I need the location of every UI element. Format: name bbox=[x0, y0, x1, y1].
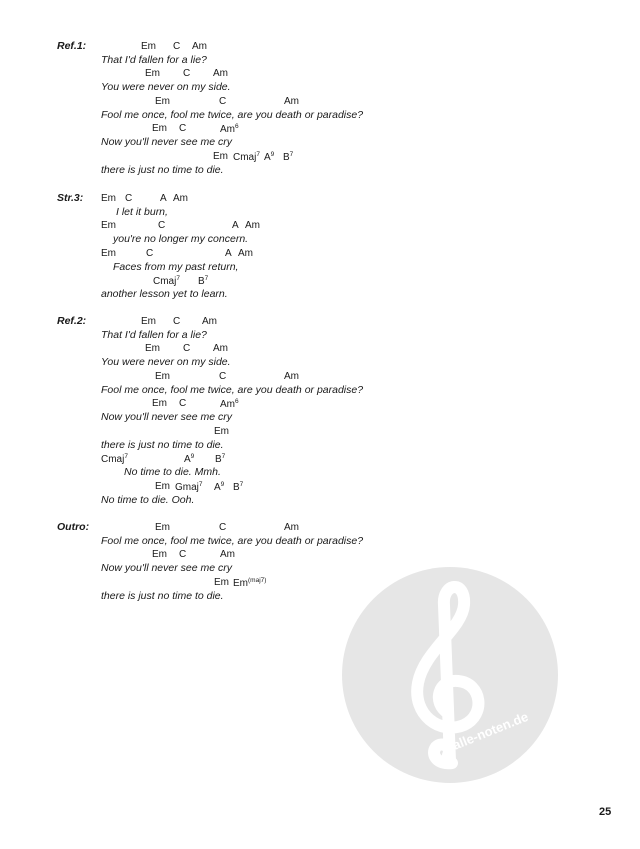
chord bbox=[155, 371, 170, 382]
lyric-line: No time to die. Mmh. bbox=[124, 466, 221, 478]
chord bbox=[160, 193, 167, 204]
chord-name: Am bbox=[173, 192, 188, 204]
chord-extension: 7 bbox=[289, 150, 294, 158]
chord-name: C bbox=[183, 68, 191, 79]
chord-name: B bbox=[283, 151, 290, 163]
chord-name: Em bbox=[101, 247, 116, 259]
lyric-line: Now you'll never see me cry bbox=[101, 411, 232, 423]
chord bbox=[155, 522, 170, 533]
chord-name: A bbox=[232, 220, 239, 231]
chord bbox=[179, 123, 186, 134]
chord-extension: 7 bbox=[204, 275, 209, 282]
chord bbox=[225, 248, 232, 259]
chord bbox=[155, 481, 170, 492]
chord-name: B bbox=[198, 276, 205, 287]
watermark-text: alle-noten.de bbox=[450, 708, 531, 753]
chord-name: Am bbox=[192, 40, 207, 52]
chord-extension: 7 bbox=[176, 275, 180, 282]
chord bbox=[283, 151, 293, 163]
watermark bbox=[340, 565, 560, 785]
chord-name: Am bbox=[213, 68, 228, 79]
chord-extension: 9 bbox=[270, 150, 275, 158]
chord bbox=[184, 453, 194, 465]
chord-name: Am bbox=[220, 549, 235, 560]
chord-name: Em bbox=[101, 220, 116, 231]
chord-name: A bbox=[184, 454, 191, 465]
chord-name: C bbox=[158, 220, 166, 231]
lyric-line: Faces from my past return, bbox=[113, 260, 239, 273]
chord bbox=[101, 248, 116, 259]
chord-name: Em bbox=[155, 480, 170, 492]
chord-name: C bbox=[219, 521, 227, 533]
chord bbox=[232, 220, 239, 231]
chord bbox=[101, 193, 116, 204]
chord-name: C bbox=[125, 192, 133, 204]
chord-name: C bbox=[179, 123, 187, 134]
lyric-line: That I'd fallen for a lie? bbox=[101, 328, 207, 341]
chord bbox=[183, 68, 190, 79]
chord-name: Am bbox=[238, 247, 253, 259]
chord bbox=[284, 96, 299, 107]
chord-extension: (maj7) bbox=[248, 576, 267, 584]
chord-name: Em bbox=[141, 315, 156, 327]
page-number: 25 bbox=[599, 806, 612, 818]
chord bbox=[219, 96, 226, 107]
chord-name: Em bbox=[152, 398, 167, 409]
lyric-line: there is just no time to die. bbox=[101, 589, 224, 602]
chord-name: C bbox=[173, 315, 181, 327]
chord bbox=[192, 41, 207, 52]
chord bbox=[284, 371, 299, 382]
chord bbox=[198, 275, 208, 287]
chord bbox=[284, 522, 299, 533]
chord bbox=[214, 481, 224, 493]
chord-extension: 9 bbox=[190, 453, 195, 460]
chord-extension: 7 bbox=[256, 150, 260, 158]
chord bbox=[214, 426, 229, 437]
chord bbox=[145, 343, 160, 354]
section-label: Ref.2: bbox=[57, 315, 87, 327]
chord-name: Am bbox=[284, 521, 299, 533]
lyric-line: you're no longer my concern. bbox=[113, 233, 249, 245]
chord-name: Em bbox=[155, 521, 170, 533]
chord-name: Em bbox=[145, 343, 160, 354]
chord bbox=[141, 41, 156, 52]
chord bbox=[101, 220, 116, 231]
chord bbox=[101, 453, 128, 465]
chord-name: A bbox=[160, 192, 167, 204]
chord-extension: 6 bbox=[235, 398, 239, 405]
lyric-line: You were never on my side. bbox=[101, 81, 231, 93]
chord bbox=[125, 193, 132, 204]
section-label: Str.3: bbox=[57, 192, 84, 204]
chord bbox=[202, 316, 217, 327]
chord-name: Em bbox=[155, 370, 170, 382]
chord-name: A bbox=[264, 151, 271, 163]
chord-name: Em bbox=[233, 577, 248, 589]
chord-name: Am bbox=[220, 124, 235, 135]
chord bbox=[220, 398, 239, 410]
chord-extension: 9 bbox=[220, 480, 225, 488]
chord bbox=[233, 481, 243, 493]
chord-name: Em bbox=[101, 192, 116, 204]
lyric-line: there is just no time to die. bbox=[101, 163, 224, 176]
chord-name: Am bbox=[245, 220, 260, 231]
chord-name: Cmaj bbox=[101, 454, 125, 465]
chord bbox=[179, 398, 186, 409]
chord-name: B bbox=[215, 454, 222, 465]
lyric-line: You were never on my side. bbox=[101, 356, 231, 368]
chord bbox=[145, 68, 160, 79]
chord-name: Cmaj bbox=[153, 276, 177, 287]
chord-name: Am bbox=[202, 315, 217, 327]
chord-name: Em bbox=[152, 123, 167, 134]
chord-name: Em bbox=[213, 150, 228, 162]
chord-name: Em bbox=[214, 576, 229, 588]
chord-extension: 6 bbox=[235, 123, 239, 130]
chord bbox=[155, 96, 170, 107]
chord-extension: 7 bbox=[221, 453, 226, 460]
chord bbox=[175, 481, 203, 493]
lyric-line: another lesson yet to learn. bbox=[101, 288, 228, 300]
chord bbox=[233, 577, 266, 589]
chord-name: Em bbox=[155, 95, 170, 107]
lyric-line: No time to die. Ooh. bbox=[101, 493, 195, 506]
chord bbox=[238, 248, 253, 259]
chord bbox=[219, 371, 226, 382]
chord-name: Gmaj bbox=[175, 481, 199, 493]
chord-name: Am bbox=[284, 95, 299, 107]
lyric-line: there is just no time to die. bbox=[101, 438, 224, 451]
chord bbox=[215, 453, 225, 465]
chord bbox=[152, 549, 167, 560]
chord bbox=[152, 398, 167, 409]
chord bbox=[173, 193, 188, 204]
chord bbox=[213, 343, 228, 354]
chord bbox=[153, 275, 180, 287]
chord bbox=[183, 343, 190, 354]
section-label: Outro: bbox=[57, 521, 90, 533]
chord bbox=[173, 316, 180, 327]
chord-name: Cmaj bbox=[233, 151, 257, 163]
lyric-line: That I'd fallen for a lie? bbox=[101, 53, 207, 66]
section-label: Ref.1: bbox=[57, 40, 87, 52]
chord-name: Am bbox=[220, 399, 235, 410]
lyric-line: Now you'll never see me cry bbox=[101, 136, 232, 148]
chord bbox=[173, 41, 180, 52]
chord bbox=[233, 151, 260, 163]
chord-name: Em bbox=[152, 549, 167, 560]
lyric-line: Now you'll never see me cry bbox=[101, 562, 232, 574]
chord bbox=[158, 220, 165, 231]
chord-extension: 7 bbox=[239, 480, 244, 488]
chord bbox=[146, 248, 153, 259]
lyric-line: I let it burn, bbox=[116, 205, 168, 218]
chord-name: Am bbox=[284, 370, 299, 382]
chord-name: C bbox=[179, 549, 187, 560]
lyric-line: Fool me once, fool me twice, are you death or paradise? bbox=[101, 108, 364, 121]
lyric-line: Fool me once, fool me twice, are you death or paradise? bbox=[101, 534, 364, 547]
chord-name: A bbox=[225, 247, 232, 259]
chord bbox=[141, 316, 156, 327]
chord-name: Em bbox=[145, 68, 160, 79]
chord bbox=[245, 220, 260, 231]
chord-name: C bbox=[173, 40, 181, 52]
chord bbox=[214, 577, 229, 588]
chord-name: Am bbox=[213, 343, 228, 354]
chord bbox=[220, 549, 235, 560]
chord bbox=[213, 68, 228, 79]
lyric-line: Fool me once, fool me twice, are you death or paradise? bbox=[101, 383, 364, 396]
chord-extension: 7 bbox=[124, 453, 128, 460]
chord-extension: 7 bbox=[198, 480, 203, 488]
chord-name: C bbox=[146, 247, 154, 259]
chord bbox=[219, 522, 226, 533]
chord bbox=[220, 123, 239, 135]
chord bbox=[264, 151, 274, 163]
chord-name: B bbox=[233, 481, 240, 493]
chord bbox=[213, 151, 228, 162]
chord bbox=[152, 123, 167, 134]
chord-name: C bbox=[219, 95, 227, 107]
chord-name: C bbox=[219, 370, 227, 382]
chord-name: C bbox=[179, 398, 187, 409]
chord bbox=[179, 549, 186, 560]
chord-name: Em bbox=[141, 40, 156, 52]
chord-name: A bbox=[214, 481, 221, 493]
chord-name: Em bbox=[214, 425, 229, 437]
chord-name: C bbox=[183, 343, 191, 354]
